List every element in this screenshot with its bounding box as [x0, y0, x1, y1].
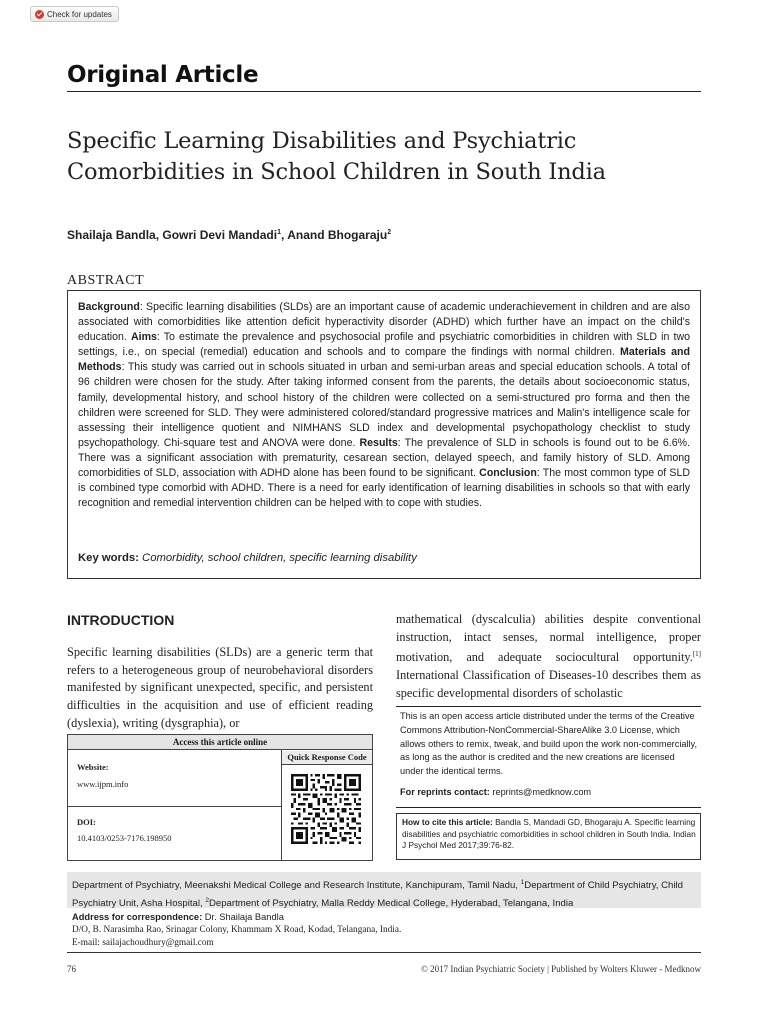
header-rule — [67, 91, 701, 92]
affiliation-line: Department of Psychiatry, Malla Reddy Medical College, Hyderabad, Telangana, India — [208, 897, 574, 909]
abstract-section-label: Materials and Methods — [78, 346, 690, 374]
doi-label: DOI: — [77, 817, 96, 827]
abstract-text: : This study was carried out in schools situated in urban and semi-urban areas and special education schools. A total of 96 children were chosen for the study. After taking informed consent from the parents, the details about socioeconomic status, family, developmental history, and school history of the children were collected on a semi-structured pro forma and then the children were screened for SLD. They were administered colored/standard progressive matrices and Malin's intelligence scale for assessing their intelligence quotient and NIMHANS SLD index and developmental psychopathology checklist to study psychopathology. Chi-square test and ANOVA were done. — [78, 361, 690, 449]
check-updates-icon — [35, 10, 44, 19]
keywords-label: Key words: — [78, 552, 139, 564]
check-for-updates-label: Check for updates — [47, 9, 112, 19]
abstract-text: : Specific learning disabilities (SLDs) are an important cause of academic underachievement in children and are also associated with comorbidities like attention deficit hyperactivity disorder (ADHD) which further have an impact on the child's education. — [78, 301, 690, 344]
citation-body: Bandla S, Mandadi GD, Bhogaraju A. Specific learning disabilities and psychiatric comorbidities in school children in South India. Indian J Psychol Med 2017;39:76-82. — [402, 817, 696, 851]
license-text: This is an open access article distributed under the terms of the Creative Commons Attribution-NonCommercial-ShareAlike 3.0 License, which allows others to remix, tweak, and build upon the work non-commercially, as long as the author is credited and the new creations are licensed under the identical terms. — [400, 711, 698, 777]
affiliation-text — [72, 876, 697, 911]
author-name: Shailaja Bandla, — [67, 228, 163, 242]
doi-link[interactable]: 10.4103/0253-7176.198950 — [77, 833, 172, 843]
reprints-label: For reprints contact: — [400, 787, 490, 797]
introduction-right-column — [396, 611, 701, 703]
correspondence-label: Address for correspondence: — [72, 912, 203, 922]
abstract-text: : The prevalence of SLD in schools is found out to be 6.6%. There was a significant association with prematurity, cesarean section, delayed speech, and family history of SLD. Among comorbidities of SLD, association with ADHD alone has been found to be significant. — [78, 436, 690, 480]
citation-label: How to cite this article: — [402, 817, 493, 827]
abstract-heading: ABSTRACT — [67, 273, 145, 288]
correspondence-address: D/O, B. Narasimha Rao, Srinagar Colony, Khammam X Road, Kodad, Telangana, India. — [72, 925, 402, 935]
affiliation-marker: 2 — [205, 896, 209, 904]
reference-link[interactable]: [1] — [692, 650, 701, 659]
abstract-text: : The most common type of SLD is combined type comorbid with ADHD. There is a need for early identification of learning disabilities in schools so that with early recognition and remedial intervention children can be helped with to cope with studies. — [78, 467, 690, 510]
reprints-contact — [400, 787, 591, 797]
access-box-divider — [68, 806, 281, 807]
correspondence-name: Dr. Shailaja Bandla — [202, 912, 284, 922]
abstract-text: : To estimate the prevalence and psychosocial profile and psychiatric comorbidities in children with SLD in two settings, i.e., on special (remedial) education and schools and to compare the findings with normal children. — [78, 331, 690, 359]
abstract-body — [78, 300, 690, 511]
author-name: Gowri Devi Mandadi — [162, 228, 278, 242]
abstract-section-label: Aims — [131, 331, 157, 344]
affiliation-marker: 2 — [387, 229, 392, 236]
website-label: Website: — [77, 762, 109, 772]
affiliation-marker: 1 — [520, 879, 525, 886]
check-for-updates-button[interactable] — [30, 6, 119, 22]
affiliation-marker: 1 — [277, 229, 281, 236]
affiliation-line: Department of Psychiatry, Meenakshi Medical College and Research Institute, Kanchipuram, Tamil Nadu, — [72, 880, 521, 892]
correspondence-heading — [72, 912, 284, 922]
keywords-list: Comorbidity, school children, specific learning disability — [138, 552, 417, 564]
article-type: Original Article — [67, 62, 259, 88]
abstract-section-label: Results — [359, 436, 398, 449]
author-list — [67, 228, 391, 242]
qr-code-icon[interactable] — [291, 774, 361, 844]
abstract-section-label: Conclusion — [479, 467, 537, 480]
reprints-email[interactable]: reprints@medknow.com — [489, 787, 592, 797]
license-rule — [396, 706, 701, 707]
introduction-heading: INTRODUCTION — [67, 612, 175, 628]
affiliation-line: Department of Child Psychiatry, Child Psychiatry Unit, Asha Hospital, — [72, 880, 683, 909]
introduction-text: mathematical (dyscalculia) abilities despite conventional instruction, intact senses, normal intelligence, proper motivation, and adequate sociocultural opportunity. — [396, 612, 701, 665]
qr-code-label: Quick Response Code — [282, 751, 372, 765]
footer-rule — [67, 952, 701, 953]
page-number: 76 — [67, 964, 76, 974]
correspondence-email[interactable]: E-mail: sailajachoudhury@gmail.com — [72, 938, 214, 948]
website-link[interactable]: www.ijpm.info — [77, 779, 129, 789]
author-name: , Anand Bhogaraju — [280, 228, 388, 242]
access-box-divider — [281, 750, 282, 861]
introduction-text: International Classification of Diseases-10 describes them as specific developmental disorders of scholastic — [396, 668, 701, 700]
article-title: Specific Learning Disabilities and Psychiatric Comorbidities in School Children in South India — [67, 128, 606, 185]
abstract-section-label: Background — [78, 301, 140, 313]
access-article-heading: Access this article online — [68, 735, 372, 750]
keywords — [78, 552, 417, 564]
citation-text — [402, 817, 696, 852]
introduction-left-column: Specific learning disabilities (SLDs) are a generic term that refers to a heterogeneous group of neurobehavioral disorders manifested by significant unexpected, specific, and persistent difficulties in the acquisition and use of efficient reading (dyslexia), writing (dysgraphia), or — [67, 645, 373, 730]
publisher-footer: © 2017 Indian Psychiatric Society | Published by Wolters Kluwer - Medknow — [421, 964, 701, 974]
license-rule — [396, 807, 701, 808]
